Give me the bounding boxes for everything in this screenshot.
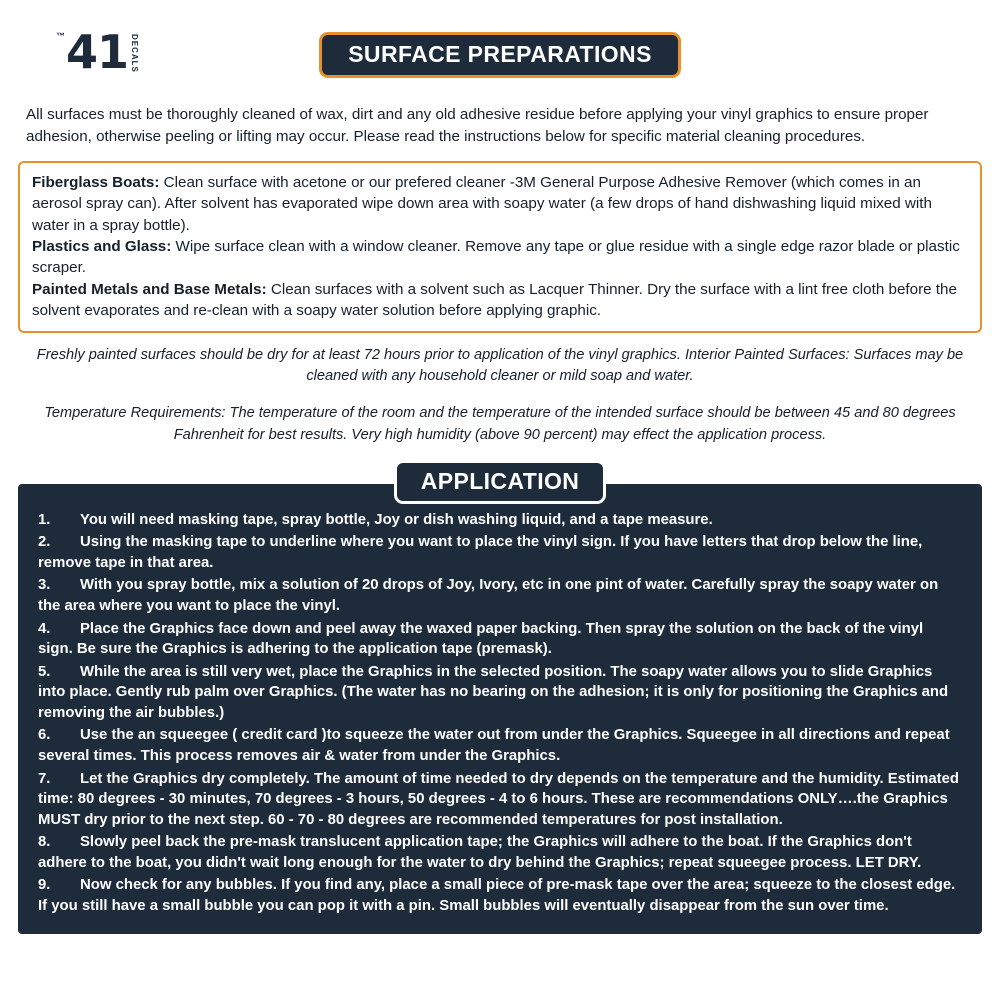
application-heading: APPLICATION: [394, 460, 607, 504]
step-number: 9.: [38, 877, 51, 894]
list-item: [38, 832, 962, 873]
list-item: [38, 510, 962, 531]
list-item: [38, 725, 962, 766]
step-number: 1.: [38, 511, 51, 528]
list-item: [38, 875, 962, 916]
step-number: 8.: [38, 834, 51, 851]
step-number: 7.: [38, 770, 51, 787]
application-heading-wrap: [18, 460, 982, 504]
material-text: Clean surfaces with a solvent such as Lacquer Thinner. Dry the surface with a lint free cloth before the solvent evaporates and re-clean with a soapy water solution before applying graphic.: [32, 280, 957, 319]
logo-row: [18, 14, 982, 84]
application-steps-panel: [18, 484, 982, 935]
step-text: You will need masking tape, spray bottle, Joy or dish washing liquid, and a tape measure.: [80, 511, 713, 528]
step-number: 3.: [38, 577, 51, 594]
material-label: Painted Metals and Base Metals:: [32, 280, 267, 298]
step-text: Using the masking tape to underline where you want to place the vinyl sign. If you have letters that drop below the line, remove tape in that area.: [38, 534, 923, 571]
material-item: [32, 279, 968, 322]
list-item: [38, 619, 962, 660]
material-label: Plastics and Glass:: [32, 238, 172, 255]
materials-box: [18, 161, 982, 333]
step-text: Use the an squeegee ( credit card )to squeeze the water out from under the Graphics. Squeegee in all directions and repeat several times. This process removes air & water from under the Graphics.: [38, 727, 950, 764]
step-number: 6.: [38, 727, 51, 744]
step-number: 5.: [38, 663, 51, 680]
step-number: 4.: [38, 620, 51, 637]
step-text: Now check for any bubbles. If you find any, place a small piece of pre-mask tape over the area; squeeze to the closest edge. If you still have a small bubble you can pop it with a pin. Small bubbles will eventually disappear from the sun over time.: [38, 877, 956, 914]
surface-preparations-heading: SURFACE PREPARATIONS: [319, 32, 681, 78]
step-text: Slowly peel back the pre-mask translucent application tape; the Graphics will adhere to the boat. If the Graphics don't adhere to the boat, you didn't wait long enough for the water to dry behind the Graphics; repeat squeegee process. LET DRY.: [38, 834, 922, 871]
material-text: Clean surface with acetone or our prefered cleaner -3M General Purpose Adhesive Remover (which comes in an aerosol spray can). After solvent has evaporated wipe down area with soapy water (a few drops of hand dishwashing liquid mixed with water in a spray bottle).: [32, 174, 932, 234]
material-label: Fiberglass Boats:: [32, 174, 160, 192]
material-item: [32, 172, 968, 236]
step-text: Place the Graphics face down and peel away the waxed paper backing. Then spray the solution on the back of the vinyl sign. Be sure the Graphics is adhering to the application tape (premask).: [38, 620, 924, 658]
list-item: [38, 662, 962, 724]
logo-decals-text: DECALS: [130, 34, 140, 73]
list-item: [38, 532, 962, 573]
brand-logo: [56, 25, 140, 79]
step-text: While the area is still very wet, place the Graphics in the selected position. The soapy water allows you to slide Graphics into place. Gently rub palm over Graphics. (The water has no bearing on the adhesion; it is only for positioning the Graphics and removing the air bubbles.): [38, 663, 949, 721]
step-text: With you spray bottle, mix a solution of 20 drops of Joy, Ivory, etc in one pint of water. Carefully spray the soapy water on the area where you want to place the vinyl.: [38, 577, 939, 614]
logo-wordmark: 41: [66, 25, 129, 79]
note-temperature-requirements: Temperature Requirements: The temperature of the room and the temperature of the intended surface should be between 45 and 80 degrees Fahrenheit for best results. Very high humidity (above 90 percent) may effect the application process.: [44, 405, 956, 443]
list-item: [38, 575, 962, 616]
intro-paragraph: All surfaces must be thoroughly cleaned of wax, dirt and any old adhesive residue before applying your vinyl graphics to ensure proper adhesion, otherwise peeling or lifting may occur. Please read the instructions below for specific material cleaning procedures.: [26, 106, 929, 145]
step-text: Let the Graphics dry completely. The amount of time needed to dry depends on the temperature and the humidity. Estimated time: 80 degrees - 30 minutes, 70 degrees - 3 hours, 50 degrees - 4 to 6 hours. These are recommendations ONLY….the Graphics MUST dry prior to the next step. 60 - 70 - 80 degrees are recommended temperatures for post installation.: [38, 770, 959, 828]
list-item: [38, 769, 962, 831]
material-text: Wipe surface clean with a window cleaner. Remove any tape or glue residue with a single edge razor blade or plastic scraper.: [32, 238, 960, 277]
material-item: [32, 236, 968, 279]
trademark-symbol: ™: [56, 31, 65, 41]
note-painted-surfaces: Freshly painted surfaces should be dry for at least 72 hours prior to application of the vinyl graphics. Interior Painted Surfaces: Surfaces may be cleaned with any household cleaner or mild soap and water.: [36, 347, 964, 385]
step-number: 2.: [38, 534, 51, 551]
